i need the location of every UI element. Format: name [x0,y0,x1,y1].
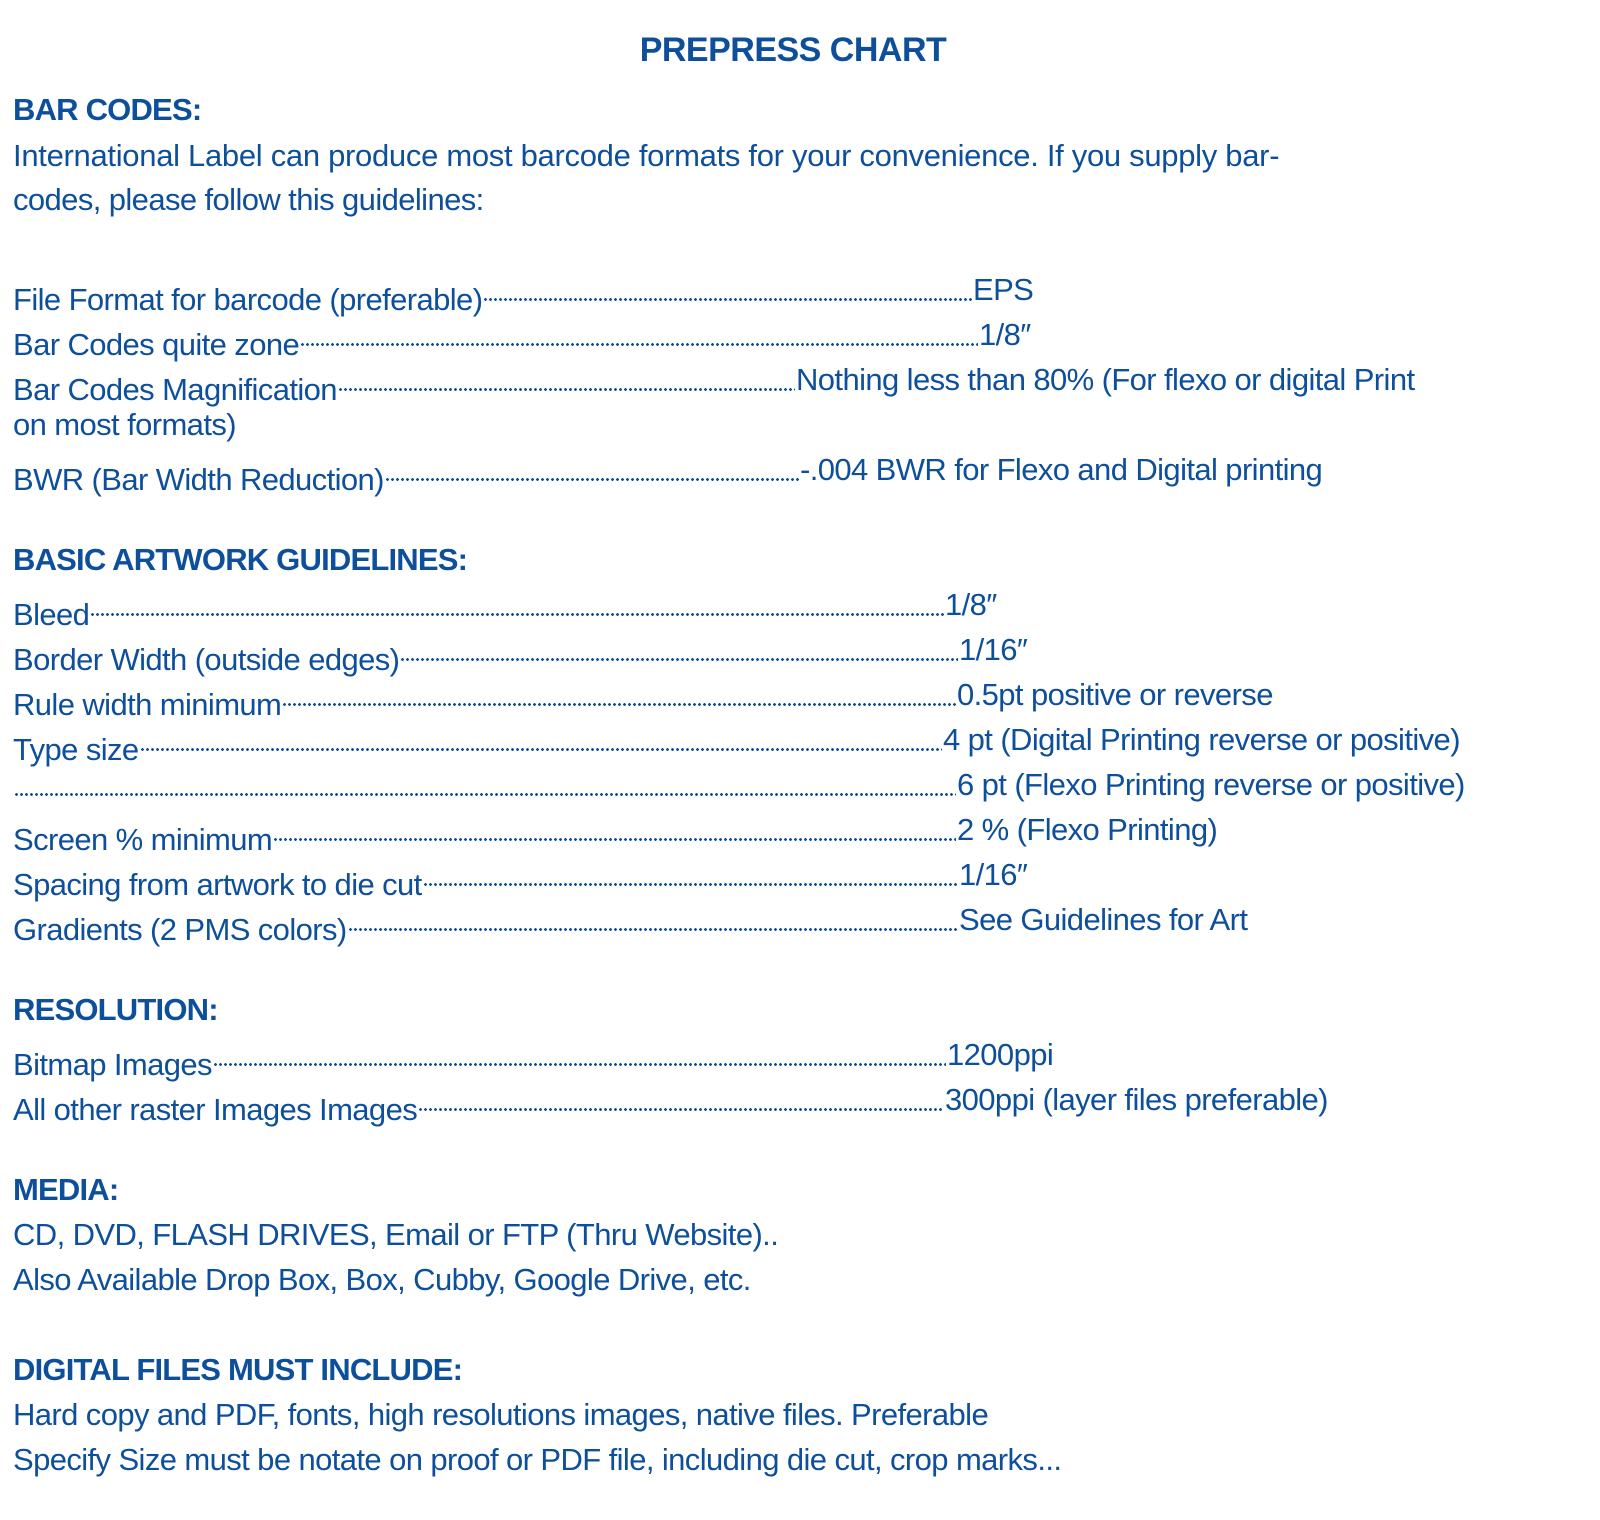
bar-codes-intro-line-1: International Label can produce most barcode formats for your convenience. If you supply bar- [13,138,1280,173]
dot-leader [299,315,979,355]
spec-value: 6 pt (Flexo Printing reverse or positive) [957,767,1465,802]
dot-leader [272,810,957,850]
spec-row-raster-images [13,1080,1328,1127]
spec-value: 1/16″ [959,632,1028,667]
spec-label: Type size [13,732,139,767]
spec-label: Spacing from artwork to die cut [13,867,422,902]
spec-value: 1/16″ [959,857,1028,892]
spec-row-screen-minimum [13,810,1218,857]
spec-label: Gradients (2 PMS colors) [13,912,347,947]
section-heading-digital-files: DIGITAL FILES MUST INCLUDE: [13,1352,463,1387]
dot-leader [139,720,943,760]
spec-row-border-width [13,630,1028,677]
dot-leader [417,1080,945,1120]
spec-label: File Format for barcode (preferable) [13,282,483,317]
spec-label: Border Width (outside edges) [13,642,400,677]
spec-row-magnification-continuation: on most formats) [13,407,236,442]
media-line-1: CD, DVD, FLASH DRIVES, Email or FTP (Thru Website).. [13,1217,779,1252]
dot-leader [13,765,957,805]
digital-files-line-1: Hard copy and PDF, fonts, high resolutions images, native files. Preferable [13,1397,989,1432]
spec-value: See Guidelines for Art [959,902,1248,937]
spec-row-rule-width [13,675,1273,722]
spec-row-file-format [13,270,1034,317]
dot-leader [399,630,959,670]
spec-label: BWR (Bar Width Reduction) [13,462,384,497]
spec-row-gradients [13,900,1248,947]
bar-codes-intro-line-2: codes, please follow this guidelines: [13,182,484,217]
spec-row-type-size-digital [13,720,1460,767]
spec-row-magnification [13,360,1415,407]
dot-leader [337,360,796,400]
spec-row-quiet-zone [13,315,1031,362]
spec-row-bwr [13,450,1323,497]
section-heading-media: MEDIA: [13,1172,119,1207]
spec-value: 1/8″ [979,317,1031,352]
dot-leader [347,900,959,940]
spec-label: Screen % minimum [13,822,273,857]
spec-label: All other raster Images Images [13,1092,418,1127]
spec-label: Bar Codes Magnification [13,372,337,407]
spec-value: 300ppi (layer files preferable) [945,1082,1328,1117]
dot-leader [212,1035,947,1075]
spec-row-bleed [13,585,997,632]
section-heading-resolution: RESOLUTION: [13,992,218,1027]
page-title: PREPRESS CHART [639,31,947,69]
spec-row-spacing-die-cut [13,855,1028,902]
section-heading-bar-codes: BAR CODES: [13,92,202,127]
spec-label: Bar Codes quite zone [13,327,300,362]
spec-row-bitmap-images [13,1035,1054,1082]
spec-row-type-size-flexo [13,765,1465,805]
digital-files-line-2: Specify Size must be notate on proof or PDF file, including die cut, crop marks... [13,1442,1062,1477]
media-line-2: Also Available Drop Box, Box, Cubby, Google Drive, etc. [13,1262,751,1297]
spec-value: 2 % (Flexo Printing) [957,812,1218,847]
spec-value: 1/8″ [945,587,997,622]
spec-value: EPS [973,272,1034,307]
section-heading-artwork: BASIC ARTWORK GUIDELINES: [13,542,468,577]
dot-leader [482,270,973,310]
spec-value: 4 pt (Digital Printing reverse or positive) [943,722,1460,757]
spec-label: Rule width minimum [13,687,282,722]
spec-label: Bleed [13,597,90,632]
spec-value: -.004 BWR for Flexo and Digital printing [800,452,1323,487]
spec-value: 1200ppi [947,1037,1054,1072]
dot-leader [281,675,957,715]
spec-value: Nothing less than 80% (For flexo or digital Print [796,362,1415,397]
spec-label: Bitmap Images [13,1047,212,1082]
dot-leader [89,585,945,625]
spec-value: 0.5pt positive or reverse [957,677,1273,712]
dot-leader [422,855,959,895]
dot-leader [384,450,800,490]
